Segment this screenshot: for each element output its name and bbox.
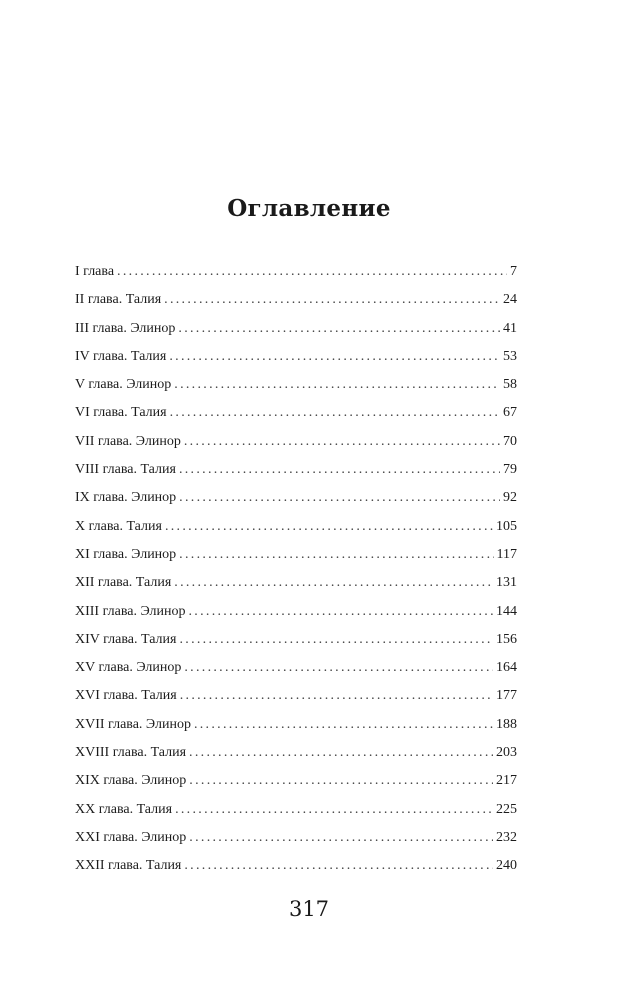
toc-entry-label: XVIII глава. Талия [75,745,187,761]
toc-entry[interactable] [75,856,517,884]
toc-entry[interactable] [75,573,517,601]
toc-entry-page: 188 [496,716,517,732]
dot-leader [175,800,493,820]
dot-leader [174,375,500,395]
toc-entry-label: XX глава. Талия [75,801,173,817]
toc-entry-label: XXI глава. Элинор [75,829,187,845]
dot-leader [179,545,493,565]
toc-entry[interactable] [75,347,517,375]
toc-entry-label: XXII глава. Талия [75,858,182,874]
dot-leader [184,432,500,452]
toc-entry-label: IV глава. Талия [75,348,167,364]
toc-entry-label: VI глава. Талия [75,405,167,421]
toc-entry[interactable] [75,460,517,488]
toc-entry-page: 177 [496,688,517,704]
toc-entry[interactable] [75,771,517,799]
toc-entry-label: XI глава. Элинор [75,546,177,562]
toc-entry-label: I глава [75,264,115,279]
toc-entry-page: 217 [496,773,517,789]
toc-entry-page: 240 [496,858,517,874]
toc-entry[interactable] [75,517,517,545]
toc-entry-page: 232 [496,829,517,845]
toc-entry[interactable] [75,715,517,743]
toc-entry[interactable] [75,686,517,714]
toc-entry[interactable] [75,319,517,347]
dot-leader [189,743,493,763]
dot-leader [165,517,493,537]
toc-entry[interactable] [75,488,517,516]
dot-leader [180,686,493,706]
toc-entry-label: II глава. Талия [75,292,162,308]
toc-entry-page: 144 [496,603,517,619]
dot-leader [189,828,493,848]
toc-entry[interactable] [75,262,517,290]
toc-entry-page: 156 [496,631,517,647]
toc-entry-page: 164 [496,660,517,676]
dot-leader [194,715,493,735]
toc-entry-page: 41 [503,320,517,336]
toc-entry-label: XIV глава. Талия [75,631,177,647]
toc-entry-page: 92 [503,490,517,506]
dot-leader [179,460,500,480]
toc-entry-label: III глава. Элинор [75,320,176,336]
toc-entry[interactable] [75,375,517,403]
toc-entry-label: IX глава. Элинор [75,490,177,506]
toc-entry-label: XIII глава. Элинор [75,603,186,619]
toc-entry[interactable] [75,800,517,828]
page-title: Оглавление [227,195,391,223]
toc-entry-page: 53 [503,348,517,364]
dot-leader [170,403,500,423]
toc-entry[interactable] [75,828,517,856]
dot-leader [184,658,493,678]
dot-leader [189,771,493,791]
toc-entry-page: 70 [503,433,517,449]
toc-entry[interactable] [75,658,517,686]
toc-entry-label: X глава. Талия [75,518,162,534]
toc-entry-page: 67 [503,405,517,421]
table-of-contents [75,262,517,885]
dot-leader [164,290,500,310]
page-number: 317 [288,897,330,921]
toc-entry-page: 117 [496,546,517,562]
toc-entry-page: 131 [496,575,517,591]
toc-entry[interactable] [75,602,517,630]
toc-entry-label: V глава. Элинор [75,377,172,393]
dot-leader [179,630,493,650]
toc-entry-page: 7 [510,264,517,279]
toc-entry[interactable] [75,403,517,431]
dot-leader [178,319,500,339]
toc-entry[interactable] [75,290,517,318]
toc-entry-label: XIX глава. Элинор [75,773,187,789]
dot-leader [184,856,493,876]
toc-entry[interactable] [75,743,517,771]
toc-entry-label: XV глава. Элинор [75,660,182,676]
toc-entry[interactable] [75,630,517,658]
toc-entry-label: VII глава. Элинор [75,433,181,449]
toc-entry-page: 225 [496,801,517,817]
dot-leader [179,488,500,508]
toc-entry[interactable] [75,432,517,460]
toc-entry-page: 24 [503,292,517,308]
toc-entry-page: 203 [496,745,517,761]
toc-entry-label: XVII глава. Элинор [75,716,191,732]
toc-entry-page: 105 [496,518,517,534]
dot-leader [174,573,493,593]
toc-entry-page: 79 [503,462,517,478]
toc-entry-label: XVI глава. Талия [75,688,177,704]
toc-entry-page: 58 [503,377,517,393]
dot-leader [117,262,507,282]
toc-entry-label: XII глава. Талия [75,575,172,591]
toc-entry[interactable] [75,545,517,573]
dot-leader [189,602,494,622]
toc-entry-label: VIII глава. Талия [75,462,176,478]
dot-leader [169,347,500,367]
